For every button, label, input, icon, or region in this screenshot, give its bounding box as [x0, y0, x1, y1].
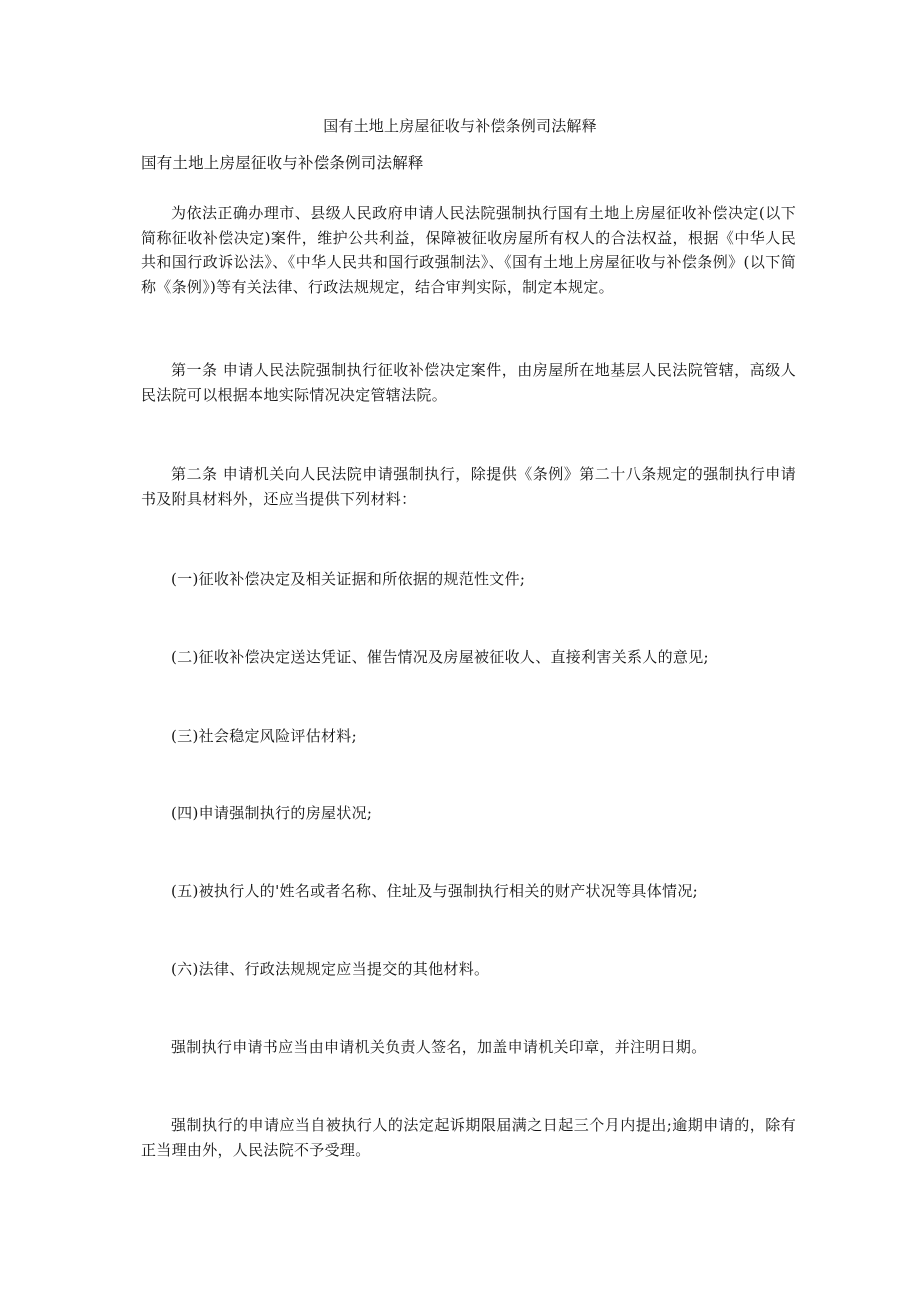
material-item-3: (三)社会稳定风险评估材料;	[171, 727, 357, 745]
intro-paragraph: 为依法正确办理市、县级人民政府申请人民法院强制执行国有土地上房屋征收补偿决定(以下简称征收补偿决定)案件，维护公共利益，保障被征收房屋所有权人的合法权益，根据《中华人民共和国行政诉讼法》、《中华人民共和国行政强制法》、《国有土地上房屋征收与补偿条例》(以下简称《条例》)等有关法律、行政法规规定，结合审判实际，制定本规定。	[141, 204, 796, 296]
material-item-2: (二)征收补偿决定送达凭证、催告情况及房屋被征收人、直接利害关系人的意见;	[171, 648, 709, 666]
article-2-paragraph: 第二条 申请机关向人民法院申请强制执行，除提供《条例》第二十八条规定的强制执行申请书及附具材料外，还应当提供下列材料：	[141, 465, 796, 508]
document-title: 国有土地上房屋征收与补偿条例司法解释	[323, 117, 597, 135]
material-item-6: (六)法律、行政法规规定应当提交的其他材料。	[171, 960, 490, 978]
material-item-5: (五)被执行人的'姓名或者名称、住址及与强制执行相关的财产状况等具体情况;	[171, 882, 698, 900]
material-item-1: (一)征收补偿决定及相关证据和所依据的规范性文件;	[171, 570, 526, 588]
material-item-4: (四)申请强制执行的房屋状况;	[171, 804, 373, 822]
signature-rule-paragraph: 强制执行申请书应当由申请机关负责人签名，加盖申请机关印章，并注明日期。	[171, 1038, 707, 1056]
article-1-paragraph: 第一条 申请人民法院强制执行征收补偿决定案件，由房屋所在地基层人民法院管辖，高级人民法院可以根据本地实际情况决定管辖法院。	[141, 361, 796, 404]
document-subtitle: 国有土地上房屋征收与补偿条例司法解释	[141, 154, 424, 172]
deadline-rule-paragraph: 强制执行的申请应当自被执行人的法定起诉期限届满之日起三个月内提出;逾期申请的，除有正当理由外，人民法院不予受理。	[141, 1116, 796, 1159]
